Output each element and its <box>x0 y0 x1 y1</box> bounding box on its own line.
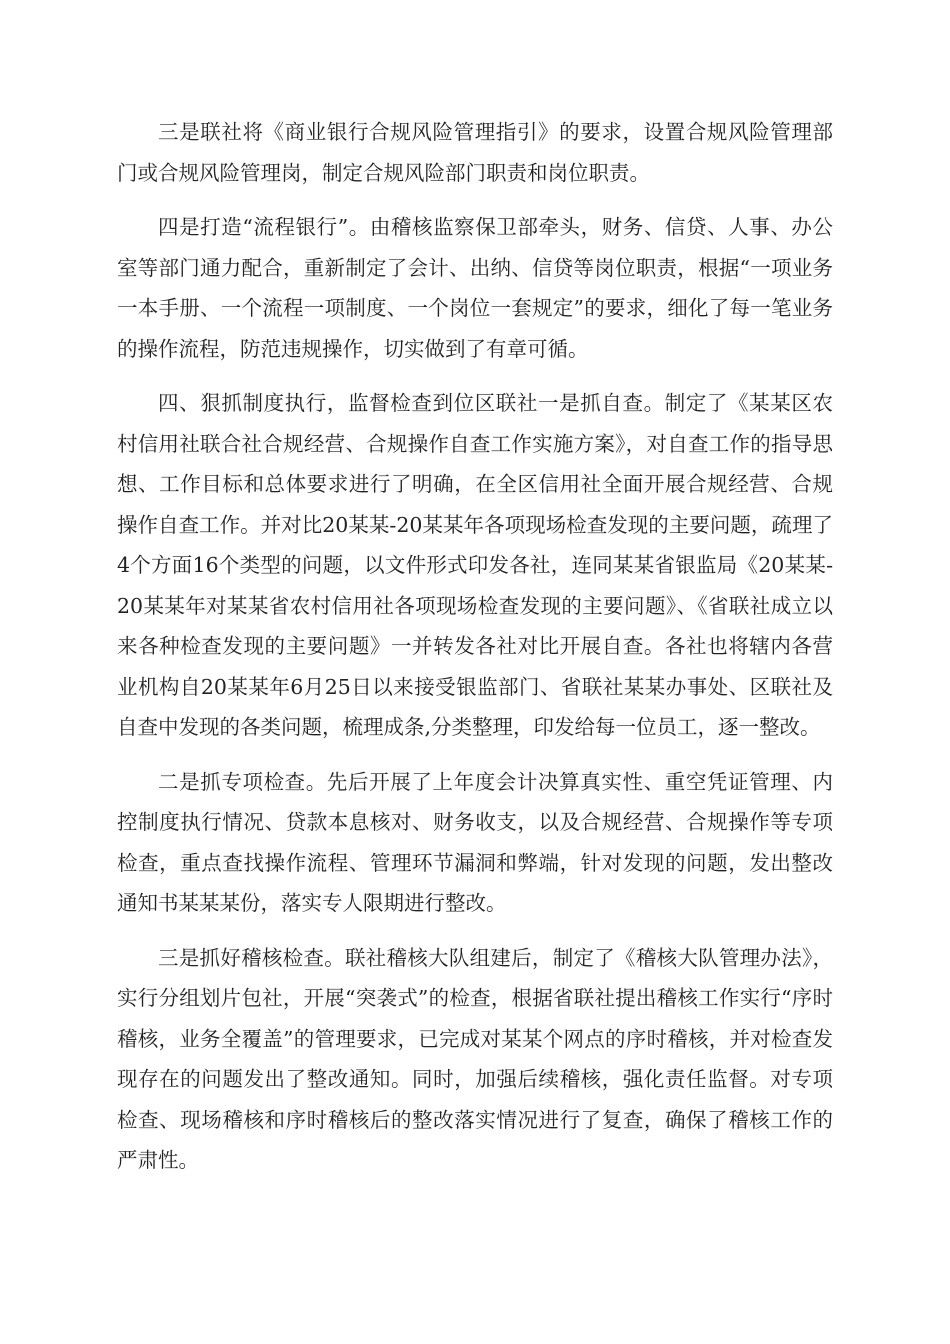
paragraph-audit-inspection: 三是抓好稽核检查。联社稽核大队组建后，制定了《稽核大队管理办法》，实行分组划片包社，开展“突袭式”的检查，根据省联社提出稽核工作实行“序时稽核，业务全覆盖”的管理要求，已完成对某某个网点的序时稽核，并对检查发现存在的问题发出了整改通知。同时，加强后续稽核，强化责任监督。对专项检查、现场稽核和序时稽核后的整改落实情况进行了复查，确保了稽核工作的严肃性。 <box>117 945 833 1172</box>
paragraph-compliance-department: 三是联社将《商业银行合规风险管理指引》的要求，设置合规风险管理部门或合规风险管理岗，制定合规风险部门职责和岗位职责。 <box>117 120 833 185</box>
paragraph-process-bank: 四是打造“流程银行”。由稽核监察保卫部牵头，财务、信贷、人事、办公室等部门通力配合，重新制定了会计、出纳、信贷等岗位职责，根据“一项业务一本手册、一个流程一项制度、一个岗位一套规定”的要求，细化了每一笔业务的操作流程，防范违规操作，切实做到了有章可循。 <box>117 215 833 361</box>
paragraph-self-inspection: 四、狠抓制度执行，监督检查到位区联社一是抓自查。制定了《某某区农村信用社联合社合规经营、合规操作自查工作实施方案》，对自查工作的指导思想、工作目标和总体要求进行了明确，在全区信用社全面开展合规经营、合规操作自查工作。并对比20某某-20某某年各项现场检查发现的主要问题，疏理了4个方面16个类型的问题，以文件形式印发各社，连同某某省银监局《20某某-20某某年对某某省农村信用社各项现场检查发现的主要问题》、《省联社成立以来各种检查发现的主要问题》一并转发各社对比开展自查。各社也将辖内各营业机构自20某某年6月25日以来接受银监部门、省联社某某办事处、区联社及自查中发现的各类问题，梳理成条,分类整理，印发给每一位员工，逐一整改。 <box>117 391 833 739</box>
document-body <box>117 112 833 1195</box>
paragraph-special-inspection: 二是抓专项检查。先后开展了上年度会计决算真实性、重空凭证管理、内控制度执行情况、贷款本息核对、财务收支，以及合规经营、合规操作等专项检查，重点查找操作流程、管理环节漏洞和弊端，针对发现的问题，发出整改通知书某某某份，落实专人限期进行整改。 <box>117 769 833 915</box>
